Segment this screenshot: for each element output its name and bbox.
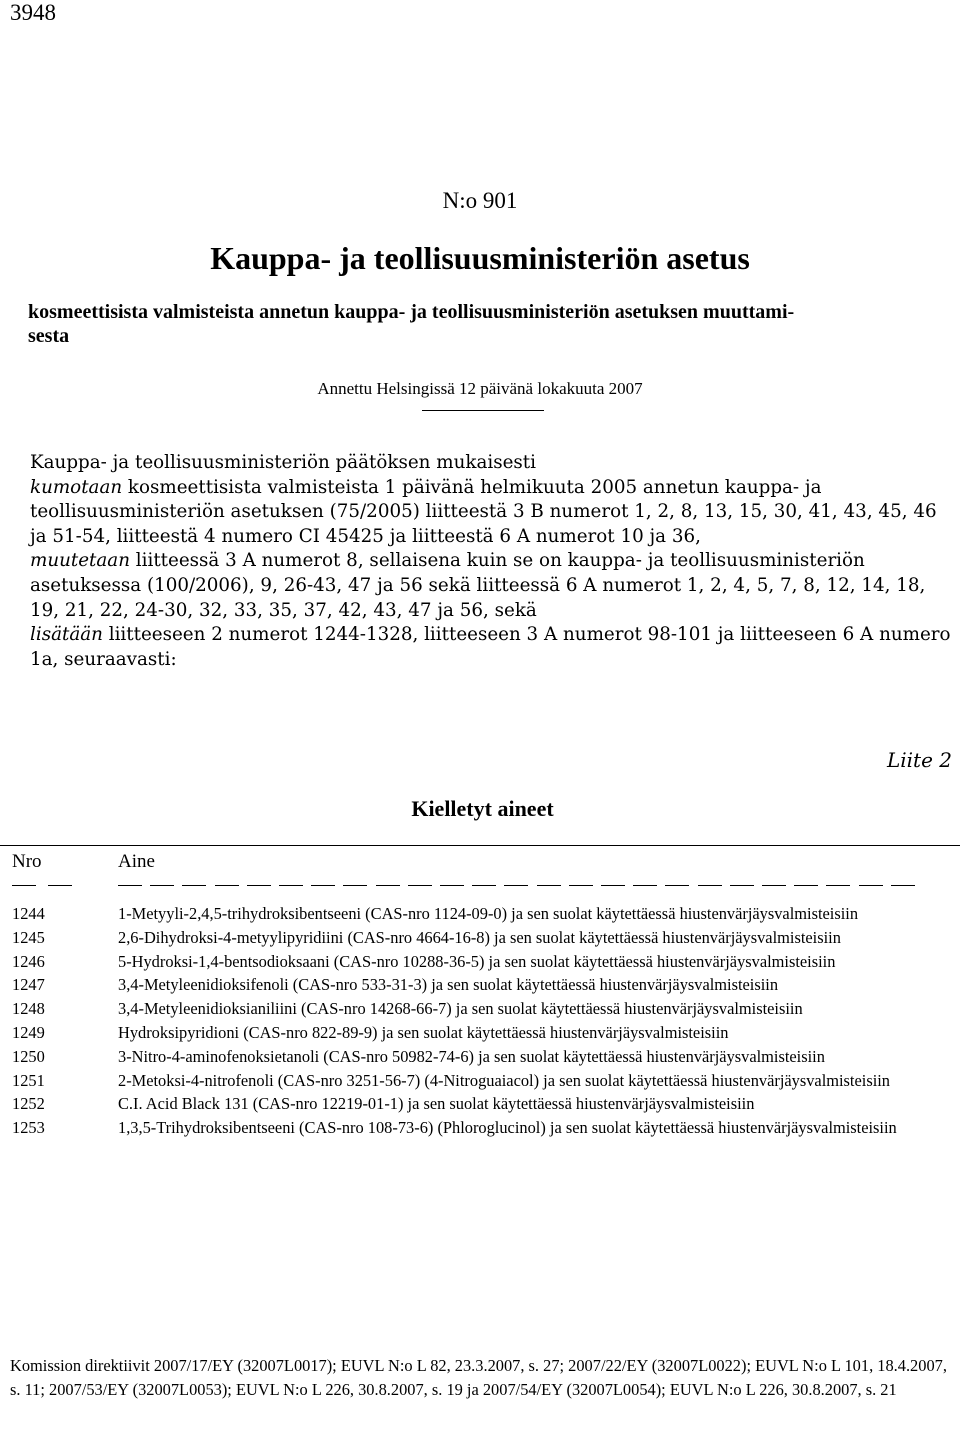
- kumotaan-text: kosmeettisista valmisteista 1 päivänä helmikuuta 2005 annetun kauppa- ja teollisuusministeriön asetuksen (75/2005) liitteestä 3 B numerot 1, 2, 8, 13, 15, 30, 41, 43, 45, 46 ja 51-54, liitteestä 4 numero CI 45425 ja liitteestä 6 A numerot 10 ja 36,: [30, 476, 937, 547]
- dash-segment: [891, 885, 915, 886]
- dash-segment: [794, 885, 818, 886]
- dash-segment: [376, 885, 400, 886]
- table-row: [0, 903, 960, 925]
- table-title: Kielletyt aineet: [411, 796, 554, 821]
- row-number: 1250: [12, 1046, 45, 1066]
- dash-segment: [569, 885, 593, 886]
- row-number: 1249: [12, 1022, 45, 1042]
- row-number: 1244: [12, 904, 45, 923]
- lisataan-paragraph: [12, 623, 957, 672]
- row-number: 1246: [12, 951, 45, 971]
- table-row: [0, 1093, 960, 1115]
- row-number: 1247: [12, 975, 45, 995]
- document-title: Kauppa- ja teollisuusministeriön asetus: [210, 240, 750, 276]
- dash-segment: [762, 885, 786, 886]
- given-date: Annettu Helsingissä 12 päivänä lokakuuta 2007: [317, 379, 643, 398]
- table-row: [0, 1046, 960, 1068]
- table-row: [0, 1022, 960, 1044]
- dash-segment: [472, 885, 496, 886]
- dash-segment: [311, 885, 335, 886]
- column-header-aine: Aine: [118, 851, 155, 872]
- dash-segment: [698, 885, 722, 886]
- dash-segment: [408, 885, 432, 886]
- dash-segment: [48, 885, 72, 886]
- dash-segment: [633, 885, 657, 886]
- table-row: [0, 927, 960, 949]
- subtitle-line-1: kosmeettisista valmisteista annetun kauppa- ja teollisuusministeriön asetuksen muuttami-: [28, 301, 795, 323]
- column-header-nro: Nro: [12, 851, 42, 872]
- dash-segment: [826, 885, 850, 886]
- table-row: [0, 998, 960, 1020]
- row-number: 1251: [12, 1070, 45, 1090]
- decree-number: N:o 901: [442, 188, 518, 213]
- muutetaan-paragraph: [12, 549, 957, 623]
- dash-segment: [601, 885, 625, 886]
- row-substance: Hydroksipyridioni (CAS-nro 822-89-9) ja sen suolat käytettäessä hiustenvärjäysvalmisteisiin: [118, 1022, 729, 1042]
- muutetaan-keyword: muutetaan: [30, 550, 130, 572]
- dash-segment: [730, 885, 754, 886]
- separator-rule: [422, 410, 544, 411]
- row-substance: 3-Nitro-4-aminofenoksietanoli (CAS-nro 50982-74-6) ja sen suolat käytettäessä hiustenvärjäysvalmisteisiin: [118, 1046, 825, 1066]
- dash-segment: [343, 885, 367, 886]
- row-substance: 3,4-Metyleenidioksifenoli (CAS-nro 533-31-3) ja sen suolat käytettäessä hiustenvärjäysvalmisteisiin: [118, 975, 779, 995]
- footer-directives: Komission direktiivit 2007/17/EY (32007L0017); EUVL N:o L 82, 23.3.2007, s. 27; 2007/22/EY (32007L0022); EUVL N:o L 101, 18.4.2007, s. 11; 2007/53/EY (32007L0053); EUVL N:o L 226, 30.8.2007, s. 19 ja 2007/54/EY (32007L0054); EUVL N:o L 226, 30.8.2007, s. 21: [10, 1356, 947, 1399]
- muutetaan-text: liitteessä 3 A numerot 8, sellaisena kuin se on kauppa- ja teollisuusministeriön asetuksessa (100/2006), 9, 26-43, 47 ja 56 sekä liitteessä 6 A numerot 1, 2, 4, 5, 7, 8, 12, 14, 18, 19, 21, 22, 24-30, 32, 33, 35, 37, 42, 43, 47 ja 56, sekä: [30, 550, 926, 621]
- row-substance: 5-Hydroksi-1,4-bentsodioksaani (CAS-nro 10288-36-5) ja sen suolat käytettäessä hiustenvärjäysvalmisteisiin: [118, 951, 836, 971]
- dash-segment: [537, 885, 561, 886]
- row-substance: 2-Metoksi-4-nitrofenoli (CAS-nro 3251-56-7) (4-Nitroguaiacol) ja sen suolat käytettäessä hiustenvärjäysvalmisteisiin: [118, 1070, 891, 1090]
- lisataan-text: liitteeseen 2 numerot 1244-1328, liitteeseen 3 A numerot 98-101 ja liitteeseen 6 A numero 1a, seuraavasti:: [30, 624, 951, 670]
- table-row: [0, 1117, 960, 1139]
- dash-segment: [118, 885, 142, 886]
- substance-table: [0, 903, 960, 1141]
- row-number: 1252: [12, 1094, 45, 1114]
- row-substance: 1,3,5-Trihydroksibentseeni (CAS-nro 108-73-6) (Phloroglucinol) ja sen suolat käytettäessä hiustenvärjäysvalmisteisiin: [118, 1118, 897, 1138]
- kumotaan-paragraph: [12, 476, 957, 550]
- table-row: [0, 951, 960, 973]
- row-number: 1245: [12, 927, 45, 947]
- dash-segment: [150, 885, 174, 886]
- row-substance: 3,4-Metyleenidioksianiliini (CAS-nro 14268-66-7) ja sen suolat käytettäessä hiustenvärjäysvalmisteisiin: [118, 999, 803, 1019]
- page-number: 3948: [10, 0, 56, 25]
- dash-segment: [504, 885, 528, 886]
- lisataan-keyword: lisätään: [30, 624, 103, 646]
- dash-segment: [247, 885, 271, 886]
- subtitle-line-2: sesta: [28, 325, 70, 347]
- table-row: [0, 1070, 960, 1092]
- dash-segment: [859, 885, 883, 886]
- kumotaan-keyword: kumotaan: [30, 476, 123, 498]
- decree-body: [12, 451, 957, 672]
- dash-segment: [182, 885, 206, 886]
- row-number: 1253: [12, 1118, 45, 1138]
- dash-segment: [12, 885, 36, 886]
- table-top-rule: [0, 845, 960, 846]
- document-subtitle: [28, 300, 938, 348]
- annex-label: Liite 2: [886, 748, 952, 772]
- row-substance: C.I. Acid Black 131 (CAS-nro 12219-01-1) ja sen suolat käytettäessä hiustenvärjäysvalmisteisiin: [118, 1094, 755, 1114]
- row-substance: 2,6-Dihydroksi-4-metyylipyridiini (CAS-nro 4664-16-8) ja sen suolat käytettäessä hiustenvärjäysvalmisteisiin: [118, 927, 841, 947]
- dash-segment: [665, 885, 689, 886]
- row-number: 1248: [12, 999, 45, 1019]
- dash-segment: [440, 885, 464, 886]
- dash-segment: [215, 885, 239, 886]
- intro-paragraph: Kauppa- ja teollisuusministeriön päätöksen mukaisesti: [30, 452, 536, 473]
- dash-segment: [279, 885, 303, 886]
- row-substance: 1-Metyyli-2,4,5-trihydroksibentseeni (CAS-nro 1124-09-0) ja sen suolat käytettäessä hiustenvärjäysvalmisteisiin: [118, 904, 859, 923]
- table-row: [0, 974, 960, 996]
